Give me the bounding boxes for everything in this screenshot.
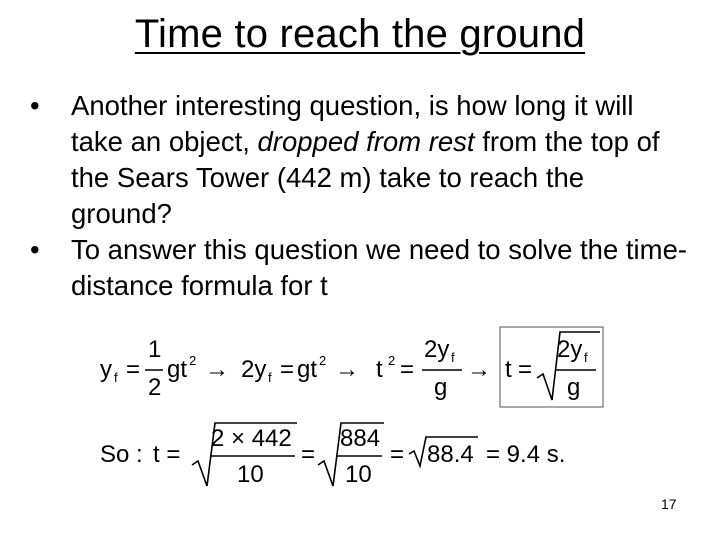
eq-t: t [505,356,512,383]
bullet-question-text-b: from the top of the Sears Tower (442 m) take to reach the ground? [71,126,660,229]
eq-equals: = [280,356,295,383]
eq-result: = 9.4 s. [486,441,566,468]
eq-sub-f: f [114,370,118,385]
eq-arrow: → [205,356,229,383]
eq-frac-num: 1 [148,336,162,363]
bullet-method-text: To answer this question we need to solve the time-distance formula for t [71,234,688,301]
eq-frac-num: 2y [424,336,450,363]
eq-frac-num: 2 × 442 [211,425,292,452]
eq-2y: 2y [241,356,267,383]
result-box [500,327,603,407]
eq-frac-den: 10 [237,461,264,488]
eq-radicand: 88.4 [427,441,474,468]
eq-gt: gt [297,356,318,383]
eq-so: So : [100,441,143,468]
eq-t: t [376,356,383,383]
eq-exp: 2 [388,353,396,368]
substitution-equation [100,423,565,488]
eq-frac-den: g [567,374,581,401]
bullet-marker: • [30,234,40,265]
eq-gt: gt [167,356,188,383]
eq-arrow: → [467,356,491,383]
slide-title: Time to reach the ground [134,12,586,56]
eq-sub-f: f [584,350,588,365]
eq-sub-f: f [451,350,455,365]
eq-frac-den: 10 [345,461,372,488]
eq-arrow: → [335,356,359,383]
page-number: 17 [661,496,677,512]
eq-frac-num: 2y [557,336,583,363]
eq-exp: 2 [189,353,197,368]
derivation-equation [100,327,603,407]
eq-equals: = [518,356,533,383]
bullet-marker: • [30,90,40,121]
eq-equals: = [126,356,141,383]
eq-y: y [100,356,112,383]
eq-equals: = [390,441,405,468]
eq-frac-den: 2 [148,374,162,401]
eq-equals: = [301,441,316,468]
bullet-question-text-a: Another interesting question, is how long it will take an object, [71,90,634,157]
eq-t-equals: t = [153,441,181,468]
eq-exp: 2 [319,353,327,368]
eq-frac-den: g [434,374,448,401]
eq-frac-num: 884 [340,425,381,452]
eq-equals: = [400,356,415,383]
eq-sub-f: f [268,370,272,385]
bullet-question-emphasis: dropped from rest [257,126,475,157]
